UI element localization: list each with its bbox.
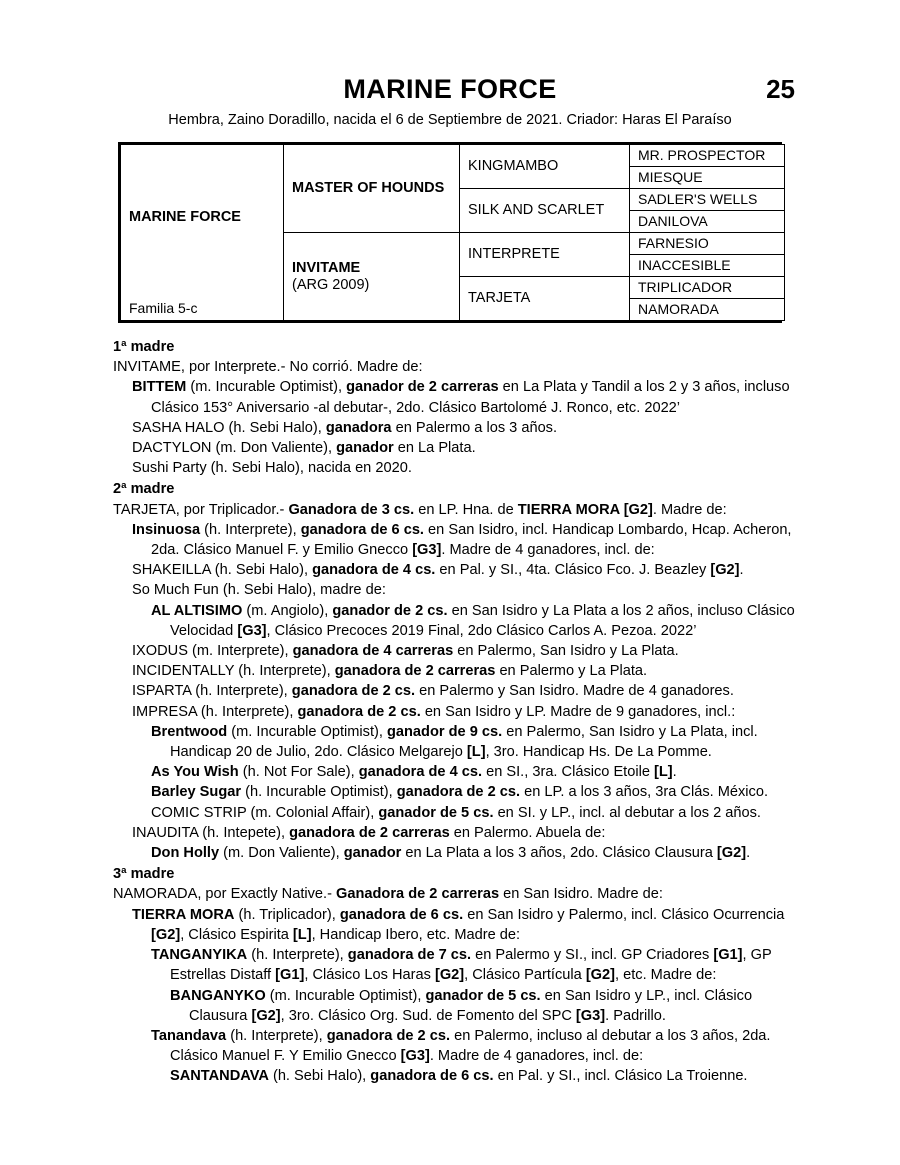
- pedigree-line: Tanandava (h. Interprete), ganadora de 2 cs. en Palermo, incluso al debutar a los 3 años, 2da. Clásico Manuel F. Y Emilio Gnecco [G3]. Madre de 4 ganadores, incl. de:: [151, 1027, 771, 1065]
- pedigree-line: TIERRA MORA (h. Triplicador), ganadora de 6 cs. en San Isidro y Palermo, incl. Clásico Ocurrencia [G2], Clásico Espirita [L], Handicap Ibero, etc. Madre de:: [132, 906, 785, 943]
- pedigree-line: TANGANYIKA (h. Interprete), ganadora de 7 cs. en Palermo y SI., incl. GP Criadores [G1], GP Estrellas Distaff [G1], Clásico Los Haras [G2], Clásico Partícula [G2], etc. Madre de:: [151, 947, 772, 984]
- dam-dam-dam-cell: NAMORADA: [630, 299, 785, 321]
- dam-dam-sire-cell: TRIPLICADOR: [630, 277, 785, 299]
- horse-description: Hembra, Zaino Doradillo, nacida el 6 de Septiembre de 2021. Criador: Haras El Paraíso: [168, 112, 732, 128]
- sire-sire-cell: KINGMAMBO: [460, 145, 630, 189]
- dam-sire-cell: INTERPRETE: [460, 233, 630, 277]
- pedigree-line: As You Wish (h. Not For Sale), ganadora de 4 cs. en SI., 3ra. Clásico Etoile [L].: [151, 764, 677, 781]
- pedigree-line: INVITAME, por Interprete.- No corrió. Madre de:: [113, 359, 423, 376]
- pedigree-line: SHAKEILLA (h. Sebi Halo), ganadora de 4 cs. en Pal. y SI., 4ta. Clásico Fco. J. Beazley [G2].: [132, 562, 744, 579]
- pedigree-table-wrapper: [118, 142, 782, 323]
- pedigree-line: Don Holly (m. Don Valiente), ganador en La Plata a los 3 años, 2do. Clásico Clausura [G2].: [151, 845, 751, 862]
- sire-cell: [284, 145, 460, 233]
- pedigree-line: COMIC STRIP (m. Colonial Affair), ganador de 5 cs. en SI. y LP., incl. al debutar a los 2 años.: [151, 804, 761, 821]
- dam-name: INVITAME: [292, 259, 361, 276]
- page-header: [0, 0, 900, 130]
- dam-sire-dam-cell: INACCESIBLE: [630, 255, 785, 277]
- sire-dam-dam-cell: DANILOVA: [630, 211, 785, 233]
- pedigree-line: IMPRESA (h. Interprete), ganadora de 2 cs. en San Isidro y LP. Madre de 9 ganadores, incl.:: [132, 703, 736, 720]
- pedigree-line: Brentwood (m. Incurable Optimist), ganador de 9 cs. en Palermo, San Isidro y La Plata, incl. Handicap 20 de Julio, 2do. Clásico Melgarejo [L], 3ro. Handicap Hs. De La Pomme.: [151, 723, 758, 761]
- page-title: MARINE FORCE: [343, 74, 557, 104]
- pedigree-line: ISPARTA (h. Interprete), ganadora de 2 cs. en Palermo y San Isidro. Madre de 4 ganadores.: [132, 683, 734, 700]
- pedigree-line: INCIDENTALLY (h. Interprete), ganadora de 2 carreras en Palermo y La Plata.: [132, 663, 648, 680]
- dam-cell: [284, 233, 460, 321]
- pedigree-table: [120, 144, 785, 321]
- pedigree-line: BANGANYKO (m. Incurable Optimist), ganador de 5 cs. en San Isidro y LP., incl. Clásico Clausura [G2], 3ro. Clásico Org. Sud. de Fomento del SPC [G3]. Padrillo.: [170, 987, 753, 1024]
- pedigree-line: DACTYLON (m. Don Valiente), ganador en La Plata.: [132, 440, 476, 457]
- pedigree-line: IXODUS (m. Interprete), ganadora de 4 carreras en Palermo, San Isidro y La Plata.: [132, 643, 679, 660]
- family-label: Familia 5-c: [129, 300, 198, 316]
- page-number: 25: [766, 74, 795, 104]
- dam-sire-sire-cell: FARNESIO: [630, 233, 785, 255]
- sire-dam-cell: SILK AND SCARLET: [460, 189, 630, 233]
- section-heading: 1ª madre: [113, 339, 175, 355]
- sire-dam-sire-cell: SADLER'S WELLS: [630, 189, 785, 211]
- pedigree-line: Insinuosa (h. Interprete), ganadora de 6 cs. en San Isidro, incl. Handicap Lombardo, Hcap. Acheron, 2da. Clásico Manuel F. y Emilio Gnecco [G3]. Madre de 4 ganadores, incl. de:: [132, 521, 792, 559]
- pedigree-narrative: [0, 337, 900, 1087]
- pedigree-line: Barley Sugar (h. Incurable Optimist), ganadora de 2 cs. en LP. a los 3 años, 3ra Clás. México.: [151, 784, 769, 801]
- pedigree-line: INAUDITA (h. Intepete), ganadora de 2 carreras en Palermo. Abuela de:: [132, 824, 606, 841]
- pedigree-line: BITTEM (m. Incurable Optimist), ganador de 2 carreras en La Plata y Tandil a los 2 y 3 años, incluso Clásico 153° Aniversario -al debutar-, 2do. Clásico Bartolomé J. Ronco, etc. 2022’: [132, 379, 790, 416]
- sire-name: MASTER OF HOUNDS: [292, 180, 445, 196]
- pedigree-line: SANTANDAVA (h. Sebi Halo), ganadora de 6 cs. en Pal. y SI., incl. Clásico La Troienne.: [170, 1068, 748, 1085]
- sire-sire-sire-cell: MR. PROSPECTOR: [630, 145, 785, 167]
- pedigree-line: AL ALTISIMO (m. Angiolo), ganador de 2 cs. en San Isidro y La Plata a los 2 años, incluso Clásico Velocidad [G3], Clásico Precoces 2019 Final, 2do Clásico Carlos A. Pezoa. 2022’: [151, 602, 795, 639]
- section-heading: 2ª madre: [113, 481, 175, 498]
- pedigree-self-cell: [121, 145, 284, 321]
- self-horse-name: MARINE FORCE: [129, 209, 241, 225]
- dam-dam-cell: TARJETA: [460, 277, 630, 321]
- sire-sire-dam-cell: MIESQUE: [630, 167, 785, 189]
- pedigree-line: NAMORADA, por Exactly Native.- Ganadora de 2 carreras en San Isidro. Madre de:: [113, 886, 663, 903]
- table-row: [121, 145, 785, 167]
- title-row: [0, 74, 900, 106]
- pedigree-line: SASHA HALO (h. Sebi Halo), ganadora en Palermo a los 3 años.: [132, 419, 558, 436]
- pedigree-line: Sushi Party (h. Sebi Halo), nacida en 2020.: [132, 460, 412, 477]
- section-heading: 3ª madre: [113, 866, 175, 883]
- dam-origin: (ARG 2009): [292, 276, 370, 293]
- pedigree-line: So Much Fun (h. Sebi Halo), madre de:: [132, 582, 386, 599]
- pedigree-line: TARJETA, por Triplicador.- Ganadora de 3 cs. en LP. Hna. de TIERRA MORA [G2]. Madre de:: [113, 501, 727, 518]
